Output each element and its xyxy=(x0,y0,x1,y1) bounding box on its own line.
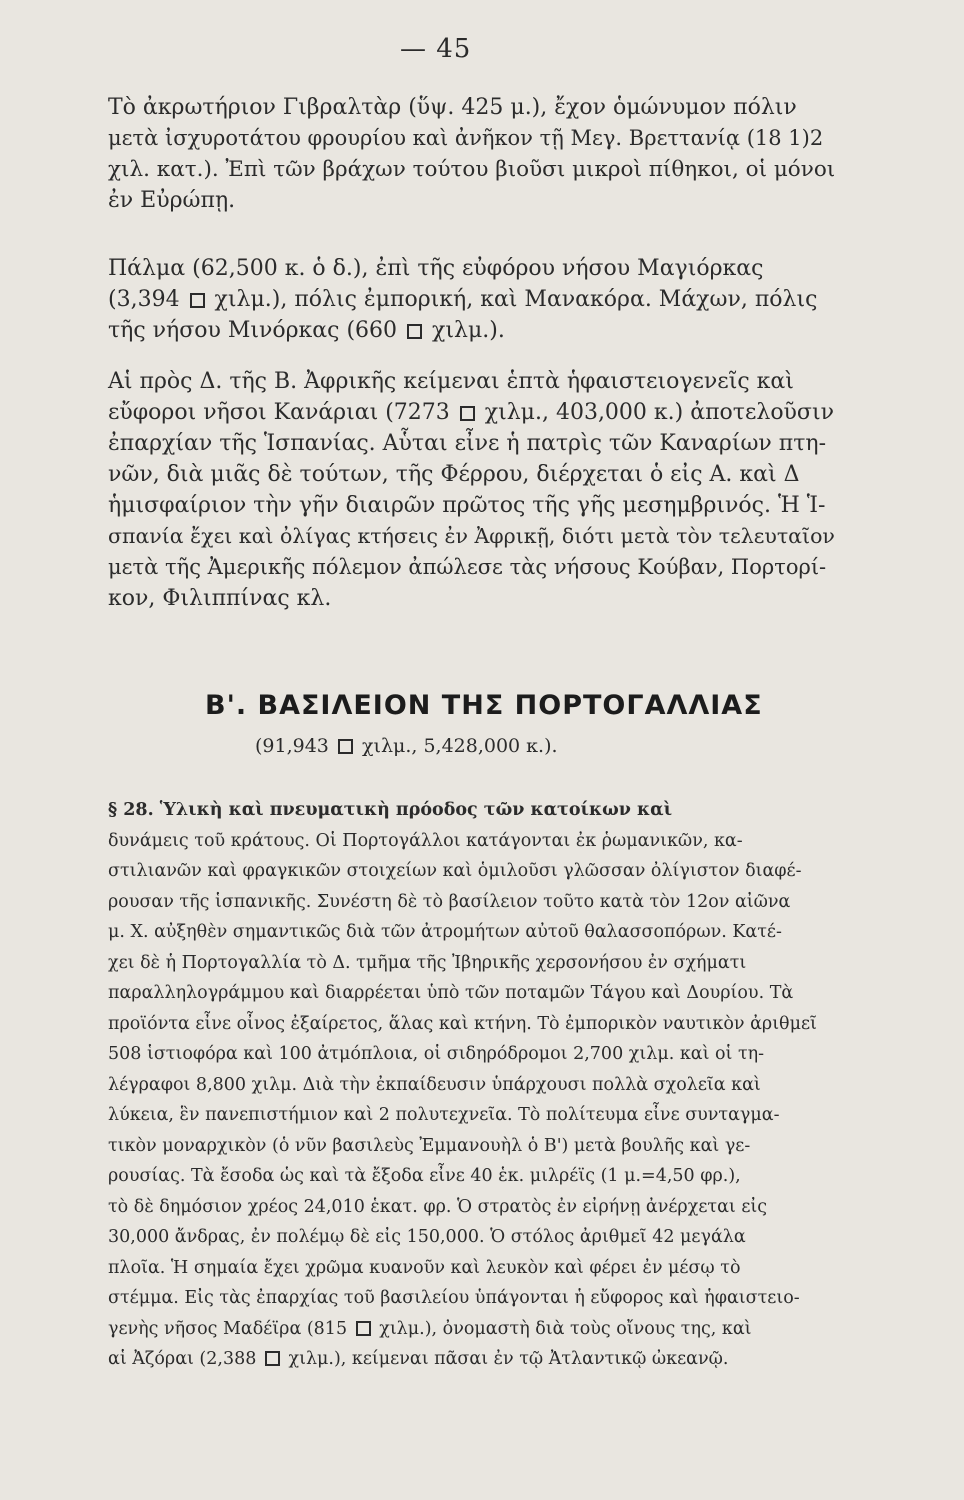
section-28-body xyxy=(108,795,838,1375)
section-heading: Β'. ΒΑΣΙΛΕΙΟΝ ΤΗΣ ΠΟΡΤΟΓΑΛΛΙΑΣ xyxy=(205,690,763,721)
text-line: εὔφοροι νῆσοι Κανάριαι (7273 χιλμ., 403,000 κ.) ἀποτελοῦσιν xyxy=(108,400,834,425)
text-line: Τὸ ἀκρωτήριον Γιβραλτὰρ (ὕψ. 425 μ.), ἔχον ὁμώνυμον πόλιν xyxy=(108,95,797,120)
text-line: στέμμα. Εἰς τὰς ἐπαρχίας τοῦ βασιλείου ὑπάγονται ἡ εὔφορος καὶ ἡφαιστειο- xyxy=(108,1288,800,1308)
paragraph-gibraltar xyxy=(108,92,838,216)
text-line: λέγραφοι 8,800 χιλμ. Διὰ τὴν ἐκπαίδευσιν ὑπάρχουσι πολλὰ σχολεῖα καὶ xyxy=(108,1074,761,1095)
text-line: πλοῖα. Ἡ σημαία ἔχει χρῶμα κυανοῦν καὶ λευκὸν καὶ φέρει ἐν μέσῳ τὸ xyxy=(108,1257,741,1278)
text-line: χει δὲ ἡ Πορτογαλλία τὸ Δ. τμῆμα τῆς Ἰβηρικῆς χερσονήσου ἐν σχήματι xyxy=(108,952,747,973)
text-line: παραλληλογράμμου καὶ διαρρέεται ὑπὸ τῶν ποταμῶν Τάγου καὶ Δουρίου. Τὰ xyxy=(108,983,794,1003)
text-line: δυνάμεις τοῦ κράτους. Οἱ Πορτογάλλοι κατάγονται ἐκ ῥωμανικῶν, κα- xyxy=(108,830,743,851)
text-line: τῆς νήσου Μινόρκας (660 χιλμ.). xyxy=(108,318,505,343)
square-km-icon xyxy=(190,293,205,308)
text-line: προϊόντα εἶνε οἶνος ἐξαίρετος, ἅλας καὶ κτήνη. Τὸ ἐμπορικὸν ναυτικὸν ἀριθμεῖ xyxy=(108,1013,817,1034)
area-population-line: (91,943 χιλμ., 5,428,000 κ.). xyxy=(255,735,558,757)
text-line: ἐν Εὐρώπῃ. xyxy=(108,188,236,213)
text-line: στιλιανῶν καὶ φραγκικῶν στοιχείων καὶ ὁμιλοῦσι γλῶσσαν ὀλίγιστον διαφέ- xyxy=(108,861,802,881)
text-line: χιλ. κατ.). Ἐπὶ τῶν βράχων τούτου βιοῦσι μικροὶ πίθηκοι, οἱ μόνοι xyxy=(108,157,836,182)
paragraph-palma xyxy=(108,253,838,346)
text-line: 30,000 ἄνδρας, ἐν πολέμῳ δὲ εἰς 150,000. Ὁ στόλος ἀριθμεῖ 42 μεγάλα xyxy=(108,1227,746,1247)
text-line: 508 ἱστιοφόρα καὶ 100 ἀτμόπλοια, οἱ σιδηρόδρομοι 2,700 χιλμ. καὶ οἱ τη- xyxy=(108,1044,765,1064)
text-line: τὸ δὲ δημόσιον χρέος 24,010 ἑκατ. φρ. Ὁ στρατὸς ἐν εἰρήνῃ ἀνέρχεται εἰς xyxy=(108,1196,768,1217)
text-line: κον, Φιλιππίνας κλ. xyxy=(108,586,332,611)
section-title-line: § 28. Ὑλικὴ καὶ πνευματικὴ πρόοδος τῶν κατοίκων καὶ xyxy=(108,800,673,820)
paragraph-canaries xyxy=(108,366,838,614)
square-km-icon xyxy=(407,324,422,339)
text-line: τικὸν μοναρχικὸν (ὁ νῦν βασιλεὺς Ἐμμανουὴλ ὁ Β') μετὰ βουλῆς καὶ γε- xyxy=(108,1135,751,1156)
text-line: μετὰ ἰσχυροτάτου φρουρίου καὶ ἀνῆκον τῇ Μεγ. Βρεττανίᾳ (18 1)2 xyxy=(108,126,824,150)
text-line: μ. Χ. αὐξηθὲν σημαντικῶς διὰ τῶν ἀτρομήτων αὐτοῦ θαλασσοπόρων. Κατέ- xyxy=(108,922,782,942)
text-line: σπανία ἔχει καὶ ὀλίγας κτήσεις ἐν Ἀφρικῇ, διότι μετὰ τὸν τελευταῖον xyxy=(108,524,835,548)
text-line: νῶν, διὰ μιᾶς δὲ τούτων, τῆς Φέρρου, διέρχεται ὁ εἰς Α. καὶ Δ xyxy=(108,462,800,487)
square-km-icon xyxy=(338,739,353,754)
text-line: ἐπαρχίαν τῆς Ἱσπανίας. Αὗται εἶνε ἡ πατρὶς τῶν Καναρίων πτη- xyxy=(108,431,827,456)
square-km-icon xyxy=(460,406,475,421)
text-line: Αἱ πρὸς Δ. τῆς Β. Ἀφρικῆς κείμεναι ἑπτὰ ἡφαιστειογενεῖς καὶ xyxy=(108,369,794,394)
text-line: αἱ Ἀζόραι (2,388 χιλμ.), κείμεναι πᾶσαι ἐν τῷ Ἀτλαντικῷ ὠκεανῷ. xyxy=(108,1349,729,1369)
square-km-icon xyxy=(356,1321,371,1336)
text-line: λύκεια, ἓν πανεπιστήμιον καὶ 2 πολυτεχνεῖα. Τὸ πολίτευμα εἶνε συνταγμα- xyxy=(108,1105,780,1125)
text-line: (3,394 χιλμ.), πόλις ἐμπορική, καὶ Μανακόρα. Μάχων, πόλις xyxy=(108,287,818,312)
page-number: — 45 xyxy=(400,34,472,64)
text-line: ρουσαν τῆς ἱσπανικῆς. Συνέστη δὲ τὸ βασίλειον τοῦτο κατὰ τὸν 12ον αἰῶνα xyxy=(108,891,791,912)
text-line: Πάλμα (62,500 κ. ὁ δ.), ἐπὶ τῆς εὐφόρου νήσου Μαγιόρκας xyxy=(108,256,764,281)
text-line: ἡμισφαίριον τὴν γῆν διαιρῶν πρῶτος τῆς γῆς μεσημβρινός. Ἡ Ἱ- xyxy=(108,493,826,518)
text-line: μετὰ τῆς Ἀμερικῆς πόλεμον ἀπώλεσε τὰς νήσους Κούβαν, Πορτορί- xyxy=(108,555,827,579)
square-km-icon xyxy=(265,1351,280,1366)
text-line: γενὴς νῆσος Μαδέϊρα (815 χιλμ.), ὀνομαστὴ διὰ τοὺς οἴνους της, καὶ xyxy=(108,1318,752,1339)
text-line: ρουσίας. Τὰ ἔσοδα ὡς καὶ τὰ ἔξοδα εἶνε 40 ἑκ. μιλρέϊς (1 μ.=4,50 φρ.), xyxy=(108,1166,741,1186)
